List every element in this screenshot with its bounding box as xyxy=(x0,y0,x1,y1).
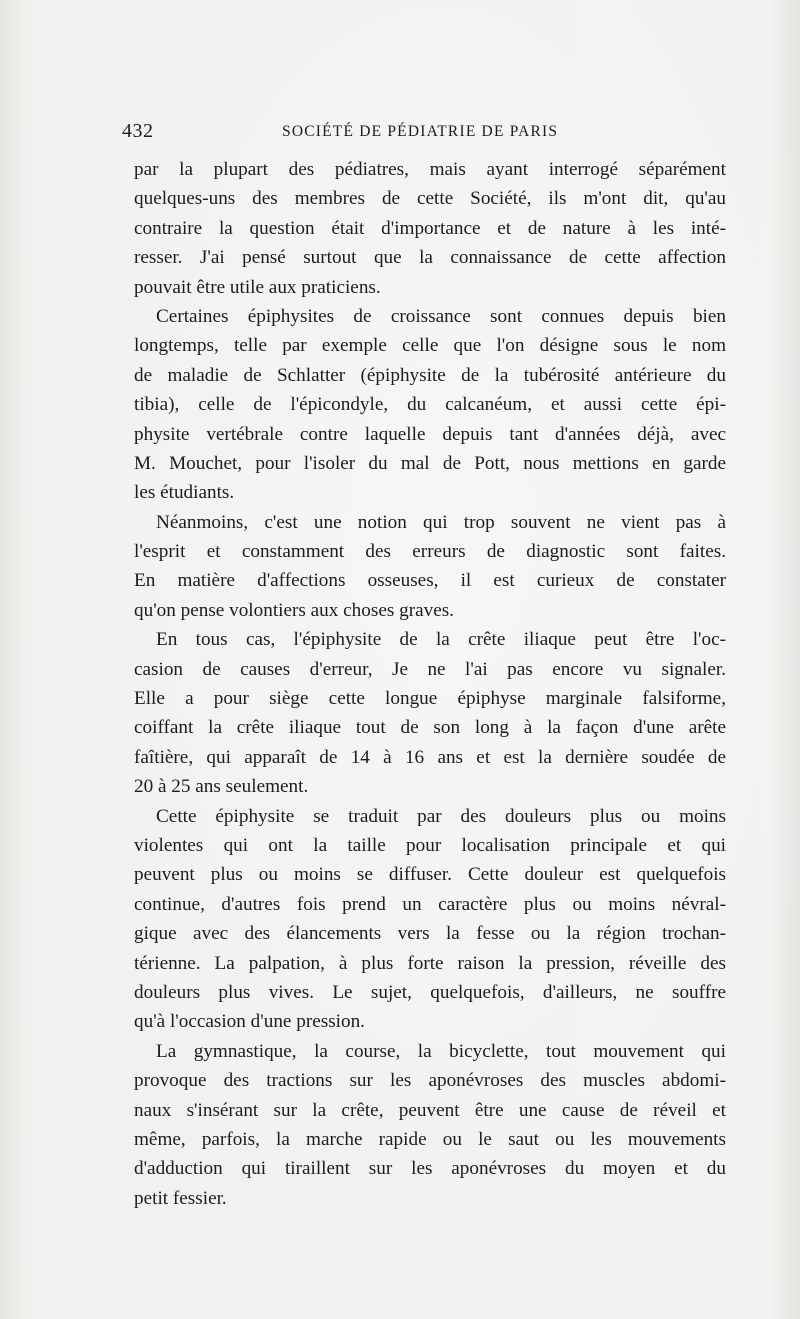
text-line: pouvait être utile aux praticiens. xyxy=(134,276,381,298)
text-line: d'adduction qui tiraillent sur les aponévroses du moyen et du xyxy=(134,1158,726,1180)
text-line: violentes qui ont la taille pour localisation principale et qui xyxy=(134,834,726,856)
paragraph-1 xyxy=(134,155,726,302)
text-line: quelques-uns des membres de cette Société, ils m'ont dit, qu'au xyxy=(134,188,726,210)
text-line: tibia), celle de l'épicondyle, du calcanéum, et aussi cette épi- xyxy=(134,394,726,416)
text-line: M. Mouchet, pour l'isoler du mal de Pott, nous mettions en garde xyxy=(134,452,726,474)
paragraph-3 xyxy=(134,508,726,626)
text-line: même, parfois, la marche rapide ou le saut ou les mouvements xyxy=(134,1128,726,1150)
text-line: continue, d'autres fois prend un caractère plus ou moins névral- xyxy=(134,893,726,915)
text-line: casion de causes d'erreur, Je ne l'ai pas encore vu signaler. xyxy=(134,658,726,680)
text-line: Néanmoins, c'est une notion qui trop souvent ne vient pas à xyxy=(156,511,726,533)
text-line: douleurs plus vives. Le sujet, quelquefois, d'ailleurs, ne souffre xyxy=(134,981,726,1003)
text-line: longtemps, telle par exemple celle que l'on désigne sous le nom xyxy=(134,335,726,357)
text-line: Elle a pour siège cette longue épiphyse marginale falsiforme, xyxy=(134,688,726,710)
text-line: Cette épiphysite se traduit par des douleurs plus ou moins xyxy=(156,805,726,827)
text-line: provoque des tractions sur les aponévroses des muscles abdomi- xyxy=(134,1070,726,1092)
text-line: 20 à 25 ans seulement. xyxy=(134,776,309,798)
paragraph-2 xyxy=(134,302,726,508)
text-line: l'esprit et constamment des erreurs de diagnostic sont faites. xyxy=(134,541,726,563)
text-line: Certaines épiphysites de croissance sont connues depuis bien xyxy=(156,305,726,327)
paragraph-5 xyxy=(134,802,726,1037)
text-line: petit fessier. xyxy=(134,1187,227,1209)
text-line: par la plupart des pédiatres, mais ayant interrogé séparément xyxy=(134,159,726,180)
text-line: coiffant la crête iliaque tout de son long à la façon d'une arête xyxy=(134,717,726,739)
text-line: gique avec des élancements vers la fesse ou la région trochan- xyxy=(134,923,726,945)
text-line: de maladie de Schlatter (épiphysite de la tubérosité antérieure du xyxy=(134,364,726,386)
text-line: En matière d'affections osseuses, il est curieux de constater xyxy=(134,570,726,592)
text-line: naux s'insérant sur la crête, peuvent être une cause de réveil et xyxy=(134,1099,726,1121)
text-line: physite vertébrale contre laquelle depuis tant d'années déjà, avec xyxy=(134,423,726,445)
body-text xyxy=(134,155,726,1213)
running-title: SOCIÉTÉ DE PÉDIATRIE DE PARIS xyxy=(282,123,559,140)
text-line: resser. J'ai pensé surtout que la connaissance de cette affection xyxy=(134,247,726,269)
text-line: En tous cas, l'épiphysite de la crête iliaque peut être l'oc- xyxy=(156,629,726,651)
text-line: La gymnastique, la course, la bicyclette, tout mouvement qui xyxy=(156,1040,726,1062)
text-line: peuvent plus ou moins se diffuser. Cette douleur est quelquefois xyxy=(134,864,726,886)
text-line: les étudiants. xyxy=(134,482,235,504)
paragraph-4 xyxy=(134,625,726,801)
text-line: qu'on pense volontiers aux choses graves. xyxy=(134,599,454,621)
text-line: faîtière, qui apparaît de 14 à 16 ans et est la dernière soudée de xyxy=(134,746,726,768)
text-line: contraire la question était d'importance et de nature à les inté- xyxy=(134,217,726,239)
paragraph-6 xyxy=(134,1037,726,1213)
page-number: 432 xyxy=(122,120,154,142)
text-line: térienne. La palpation, à plus forte raison la pression, réveille des xyxy=(134,952,726,974)
page-header xyxy=(122,120,722,146)
text-line: qu'à l'occasion d'une pression. xyxy=(134,1011,365,1033)
